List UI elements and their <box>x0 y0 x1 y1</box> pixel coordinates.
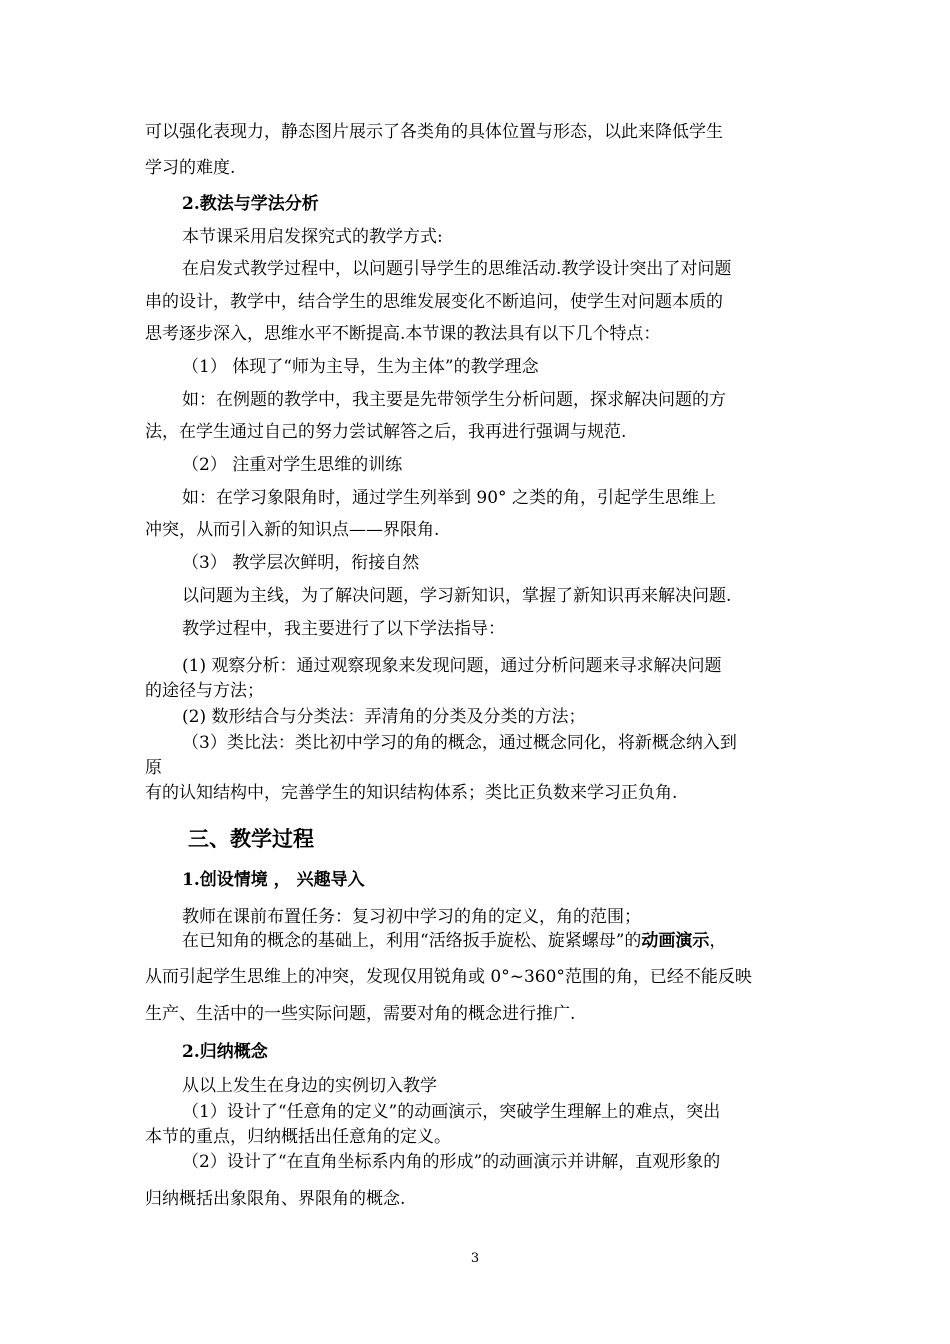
paragraph-line <box>182 929 726 953</box>
paragraph-line: （2）设计了“在直角坐标系内角的形成”的动画演示并讲解，直观形象的 <box>182 1152 721 1172</box>
paragraph-line: 归纳概括出象限角、界限角的概念. <box>145 1189 406 1209</box>
section-heading: 1.创设情境 ， 兴趣导入 <box>182 870 365 890</box>
paragraph-line: 串的设计，教学中，结合学生的思维发展变化不断追问，使学生对问题本质的 <box>145 292 723 312</box>
paragraph-line: 可以强化表现力，静态图片展示了各类角的具体位置与形态，以此来降低学生 <box>145 122 723 142</box>
paragraph-line: （1）设计了“任意角的定义”的动画演示，突破学生理解上的难点，突出 <box>182 1102 721 1122</box>
section-heading: 2.教法与学法分析 <box>182 194 319 214</box>
paragraph-line: (2) 数形结合与分类法：弄清角的分类及分类的方法； <box>182 707 586 727</box>
paragraph-line: 如：在学习象限角时，通过学生列举到 90° 之类的角，引起学生思维上 <box>182 488 716 508</box>
paragraph-line: 原 <box>145 758 162 778</box>
list-item-heading: （1） 体现了“师为主导，生为主体”的教学理念 <box>182 357 539 377</box>
paragraph-line: 教师在课前布置任务：复习初中学习的角的定义，角的范围； <box>182 907 641 927</box>
paragraph-line: 从以上发生在身边的实例切入教学 <box>182 1076 437 1096</box>
paragraph-line: 教学过程中，我主要进行了以下学法指导： <box>182 619 505 639</box>
list-item-heading: （2） 注重对学生思维的训练 <box>182 455 403 475</box>
paragraph-line: 有的认知结构中，完善学生的知识结构体系；类比正负数来学习正负角. <box>145 783 678 803</box>
paragraph-line: 冲突，从而引入新的知识点——界限角. <box>145 520 440 540</box>
paragraph-line: 从而引起学生思维上的冲突，发现仅用锐角或 0°~360°范围的角，已经不能反映 <box>145 967 752 987</box>
paragraph-line: 如：在例题的教学中，我主要是先带领学生分析问题，探求解决问题的方 <box>182 390 726 410</box>
paragraph-line: 的途径与方法； <box>145 681 264 701</box>
paragraph-line: 生产、生活中的一些实际问题，需要对角的概念进行推广. <box>145 1004 576 1024</box>
paragraph-line: 本节课采用启发探究式的教学方式: <box>182 227 443 247</box>
paragraph-line: 思考逐步深入，思维水平不断提高.本节课的教法具有以下几个特点： <box>145 324 661 344</box>
bold-emphasis: 动画演示 <box>641 931 710 951</box>
paragraph-line: 学习的难度. <box>145 158 236 178</box>
paragraph-line: （3）类比法：类比初中学习的角的概念，通过概念同化，将新概念纳入到 <box>182 733 737 753</box>
line-text: 在已知角的概念的基础上，利用“活络扳手旋松、旋紧螺母”的 <box>182 931 642 951</box>
paragraph-line: 在启发式教学过程中，以问题引导学生的思维活动.教学设计突出了对问题 <box>182 259 732 279</box>
paragraph-line: 本节的重点，归纳概括出任意角的定义。 <box>145 1127 451 1147</box>
list-item-heading: （3） 教学层次鲜明，衔接自然 <box>182 553 420 573</box>
paragraph-line: 以问题为主线，为了解决问题，学习新知识，掌握了新知识再来解决问题. <box>182 586 732 606</box>
paragraph-line: 法，在学生通过自己的努力尝试解答之后，我再进行强调与规范. <box>145 422 627 442</box>
line-text: ， <box>709 931 727 951</box>
page-number: 3 <box>470 1251 480 1266</box>
paragraph-line: (1) 观察分析：通过观察现象来发现问题，通过分析问题来寻求解决问题 <box>182 656 722 676</box>
section-heading: 2.归纳概念 <box>182 1042 268 1062</box>
chapter-heading: 三、教学过程 <box>188 826 314 851</box>
